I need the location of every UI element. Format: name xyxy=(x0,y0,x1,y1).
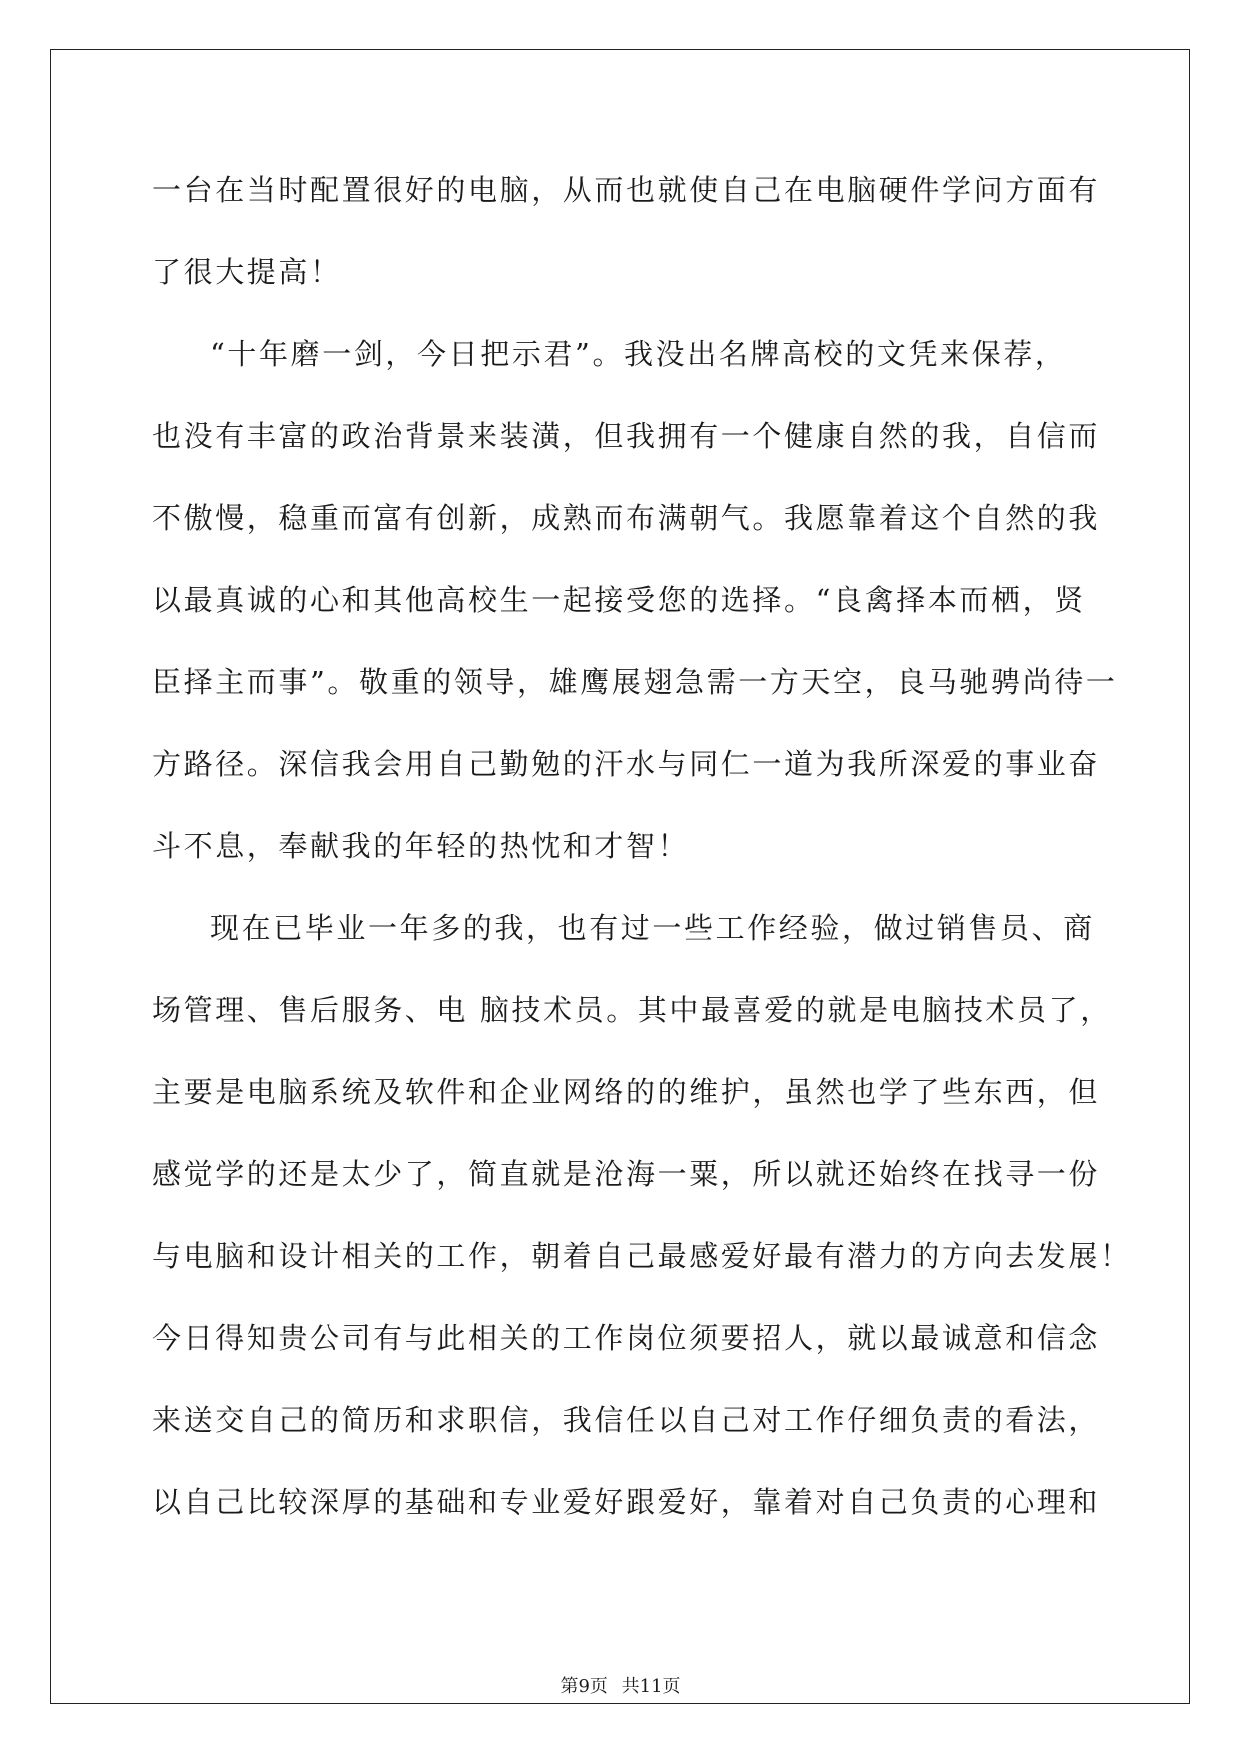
text-line: 方路径。深信我会用自己勤勉的汗水与同仁一道为我所深爱的事业奋 xyxy=(152,747,1101,781)
text-line: “十年磨一剑，今日把示君”。我没出名牌高校的文凭来保荐， xyxy=(210,337,1067,371)
page-total: 共11页 xyxy=(621,1676,681,1697)
text-line: 场管理、售后服务、电 脑技术员。其中最喜爱的就是电脑技术员了， xyxy=(152,993,1112,1027)
text-line: 感觉学的还是太少了，简直就是沧海一粟，所以就还始终在找寻一份 xyxy=(152,1157,1101,1191)
text-line: 了很大提高！ xyxy=(152,255,342,289)
text-line: 以最真诚的心和其他高校生一起接受您的选择。“良禽择本而栖，贤 xyxy=(152,583,1086,617)
text-line: 来送交自己的简历和求职信，我信任以自己对工作仔细负责的看法， xyxy=(152,1403,1101,1437)
text-line: 一台在当时配置很好的电脑，从而也就使自己在电脑硬件学问方面有 xyxy=(152,173,1101,207)
text-line: 也没有丰富的政治背景来装潢，但我拥有一个健康自然的我，自信而 xyxy=(152,419,1101,453)
text-line: 以自己比较深厚的基础和专业爱好跟爱好，靠着对自己负责的心理和 xyxy=(152,1485,1101,1519)
text-line: 斗不息，奉献我的年轻的热忱和才智！ xyxy=(152,829,690,863)
text-line: 今日得知贵公司有与此相关的工作岗位须要招人，就以最诚意和信念 xyxy=(152,1321,1101,1355)
text-line: 与电脑和设计相关的工作，朝着自己最感爱好最有潜力的方向去发展！ xyxy=(152,1239,1132,1273)
document-body xyxy=(152,157,1132,1551)
text-line: 现在已毕业一年多的我，也有过一些工作经验，做过销售员、商 xyxy=(210,911,1095,945)
text-line: 不傲慢，稳重而富有创新，成熟而布满朝气。我愿靠着这个自然的我 xyxy=(152,501,1101,535)
text-line: 主要是电脑系统及软件和企业网络的的维护，虽然也学了些东西，但 xyxy=(152,1075,1101,1109)
page-footer xyxy=(0,1672,1241,1698)
page-number: 第9页 xyxy=(560,1676,608,1697)
text-line: 臣择主而事”。敬重的领导，雄鹰展翅急需一方天空，良马驰骋尚待一 xyxy=(152,665,1118,699)
